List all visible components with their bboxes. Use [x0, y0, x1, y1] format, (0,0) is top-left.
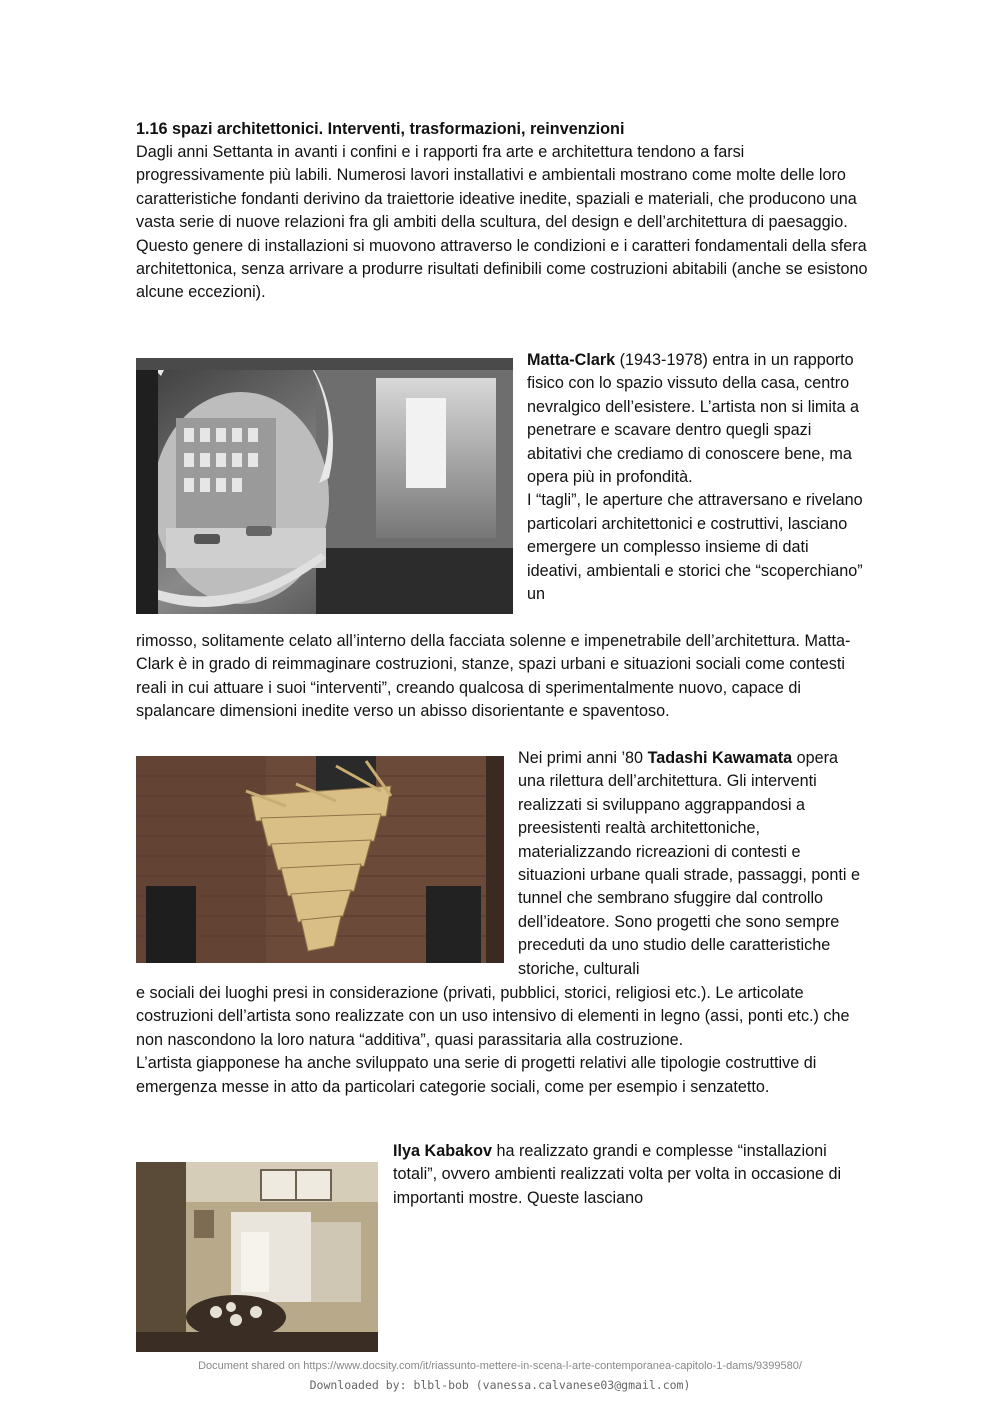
kawamata-side-text — [518, 747, 863, 981]
kawamata-continuation — [136, 982, 876, 1099]
kawamata-intro: opera una rilettura dell’architettura. Gli interventi realizzati si sviluppano aggrappandosi a preesistenti realtà architettoniche, materializzando ricreazioni di contesti e situazioni urbane quali strade, passaggi, ponti e tunnel che sembrano sfuggire dal controllo dell’ideatore. Sono progetti che sono sempre preceduti da uno studio delle caratteristiche storiche, culturali — [518, 749, 860, 978]
footer-downloaded-by: Downloaded by: blbl-bob (vanessa.calvanese03@gmail.com) — [309, 1378, 691, 1392]
intro-paragraph-1: Dagli anni Settanta in avanti i confini e i rapporti fra arte e architettura tendono a farsi progressivamente più labili. Numerosi lavori installativi e ambientali mostrano come molte delle loro caratteristiche fondanti derivino da traiettorie ideative inedite, spaziali e materiali, che producono una vasta serie di nuove relazioni fra gli ambiti della scultura, del design e dell’architettura di paesaggio. — [136, 143, 857, 232]
kabakov-side-text — [393, 1140, 873, 1210]
kawamata-photo — [136, 756, 504, 963]
intro-text — [136, 141, 876, 305]
kawamata-name: Tadashi Kawamata — [647, 749, 793, 767]
matta-clark-photo — [136, 358, 513, 614]
matta-clark-name: Matta-Clark — [527, 351, 616, 369]
kabakov-photo — [136, 1162, 378, 1352]
matta-clark-side-text — [527, 349, 867, 606]
matta-clark-continuation: rimosso, solitamente celato all’interno della facciata solenne e impenetrabile dell’architettura. Matta-Clark è in grado di reimmaginare costruzioni, stanze, spazi urbani e situazioni sociali come contesti reali in cui attuare i suoi “interventi”, creando qualcosa di sperimentalmente nuovo, capace di spalancare dimensioni inedite verso un abisso disorientante e spaventoso. — [136, 632, 851, 721]
footer-shared-link[interactable]: Document shared on https://www.docsity.com/it/riassunto-mettere-in-scena-l-arte-contemporanea-capitolo-1-dams/9399580/ — [198, 1360, 802, 1372]
kabakov-name: Ilya Kabakov — [393, 1142, 492, 1160]
matta-clark-cuts: I “tagli”, le aperture che attraversano e rivelano particolari architettonici e costruttivi, lasciano emergere un complesso insieme di dati ideativi, ambientali e storici che “scoperchiano” un — [527, 491, 863, 604]
section-title: 1.16 spazi architettonici. Interventi, trasformazioni, reinvenzioni — [136, 120, 625, 138]
intro-paragraph-2: Questo genere di installazioni si muovono attraverso le condizioni e i caratteri fondamentali della sfera architettonica, senza arrivare a produrre risultati definibili come costruzioni abitabili (anche se esistono alcune eccezioni). — [136, 236, 868, 302]
matta-clark-intro: (1943-1978) entra in un rapporto fisico con lo spazio vissuto della casa, centro nevralgico dell’esistere. L’artista non si limita a penetrare e scavare dentro quegli spazi abitativi che crediamo di conoscere bene, ma opera più in profondità. — [527, 351, 860, 487]
kabakov-intro: ha realizzato grandi e complesse “installazioni totali”, ovvero ambienti realizzati volta per volta in occasione di importanti mostre. Queste lasciano — [393, 1142, 842, 1207]
kawamata-paragraph-2: L’artista giapponese ha anche sviluppato una serie di progetti relativi alle tipologie costruttive di emergenza messe in atto da particolari categorie sociali, come per esempio i senzatetto. — [136, 1054, 817, 1096]
kawamata-continuation-paragraph: e sociali dei luoghi presi in considerazione (privati, pubblici, storici, religiosi etc.). Le articolate costruzioni dell’artista sono realizzate con un uso intensivo di elementi in legno (assi, ponti etc.) che non nascondono la loro natura “additiva”, quasi parassitaria alla costruzione. — [136, 984, 850, 1049]
kawamata-lead: Nei primi anni ’80 — [518, 749, 648, 767]
